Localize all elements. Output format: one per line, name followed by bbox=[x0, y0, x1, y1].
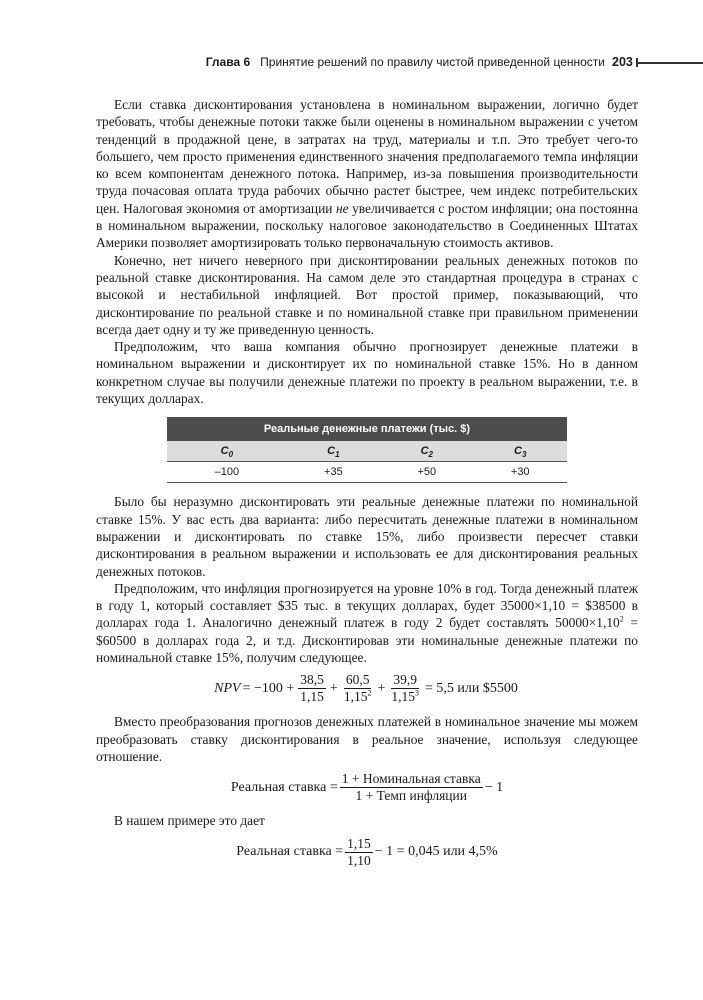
table-cell-c0: –100 bbox=[167, 462, 287, 483]
paragraph-5-text-b: = $60500 в долларах года 2, и т.д. Дисконтировав эти номинальные денежные платежи по номинальной ставке 15%, получим следующее. bbox=[96, 615, 638, 666]
chapter-label: Глава 6 bbox=[205, 55, 251, 69]
real-rate-lhs: Реальная ставка = bbox=[230, 780, 338, 796]
table-header-row bbox=[167, 441, 567, 462]
npv-symbol: NPV bbox=[214, 681, 241, 697]
npv-term-1 bbox=[298, 672, 326, 705]
real-rate-example-formula bbox=[96, 836, 638, 869]
paragraph-6: Вместо преобразования прогнозов денежных платежей в номинальное значение мы можем преобразовать ставку дисконтирования в реальное значение, используя следующее отношение. bbox=[96, 714, 638, 764]
table-cell-c2: +50 bbox=[380, 462, 473, 483]
header-rule bbox=[636, 62, 703, 64]
npv-formula bbox=[96, 672, 638, 705]
npv-term-2 bbox=[342, 672, 374, 705]
npv-term-2-numerator: 60,5 bbox=[345, 672, 370, 688]
example-fraction bbox=[345, 836, 373, 869]
real-cash-flows-table bbox=[167, 417, 567, 483]
paragraph-1-emphasis: не bbox=[335, 200, 349, 216]
chapter-title: Принятие решений по правилу чистой приведенной ценности bbox=[260, 55, 605, 69]
table-title: Реальные денежные платежи (тыс. $) bbox=[167, 417, 567, 441]
example-lhs: Реальная ставка = bbox=[236, 844, 344, 860]
paragraph-7: В нашем примере это дает bbox=[114, 813, 265, 829]
table-header-c0: $C_0$ bbox=[167, 441, 287, 462]
table-cell-c1: +35 bbox=[287, 462, 380, 483]
npv-initial: = −100 + bbox=[242, 681, 295, 697]
paragraph-5 bbox=[96, 580, 638, 666]
chapter-heading bbox=[206, 55, 605, 69]
table-cell-c3: +30 bbox=[473, 462, 567, 483]
page-body bbox=[96, 96, 638, 877]
paragraph-5-text-a: Предположим, что инфляция прогнозируется на уровне 10% в год. Тогда денежный платеж в году 1, который составляет $35 тыс. в текущих долларах, будет 35000×1,10 = $38500 в долларах года 1. Аналогично денежный платеж в году 2 будет составлять 50000×1,10 bbox=[96, 580, 638, 631]
real-rate-tail: − 1 bbox=[484, 780, 504, 796]
paragraph-5-superscript: 2 bbox=[619, 614, 624, 624]
npv-term-3-numerator: 39,9 bbox=[393, 672, 417, 688]
npv-term-1-denominator: 1,15 bbox=[300, 689, 324, 705]
npv-term-1-numerator: 38,5 bbox=[300, 672, 324, 688]
paragraph-2: Конечно, нет ничего неверного при дисконтировании реальных денежных потоков по реальной ставке дисконтирования. На самом деле это стандартная процедура в странах с высокой и нестабильной инфляцией. Вот простой пример, показывающий, что дисконтирование по реальной ставке и по номинальной ставке при правильном применении всегда дает одну и ту же приведенную ценность. bbox=[96, 252, 638, 337]
example-tail: − 1 = 0,045 или 4,5% bbox=[374, 844, 498, 860]
real-rate-numerator: 1 + Номинальная ставка bbox=[341, 771, 481, 787]
example-denominator: 1,10 bbox=[347, 852, 371, 868]
real-rate-fraction bbox=[340, 771, 483, 804]
running-header bbox=[0, 55, 703, 75]
npv-term-3 bbox=[389, 672, 421, 705]
paragraph-1 bbox=[96, 96, 638, 252]
example-numerator: 1,15 bbox=[347, 835, 371, 851]
npv-term-3-denominator: 1,15$^3$ bbox=[391, 688, 419, 705]
plus-sign: + bbox=[377, 681, 386, 697]
paragraph-1-text-b: увеличивается с ростом инфляции; она постоянна в номинальном выражении, поскольку налоговое законодательство в Соединенных Штатах Америки позволяет амортизировать только первоначальную стоимость активов. bbox=[96, 200, 638, 251]
table-row bbox=[167, 462, 567, 483]
plus-sign: + bbox=[329, 681, 338, 697]
table-header-c2: $C_2$ bbox=[380, 441, 473, 462]
paragraph-3: Предположим, что ваша компания обычно прогнозирует денежные платежи в номинальном выражении и дисконтирует их по номинальной ставке 15%. Но в данном конкретном случае вы получили денежные платежи по проекту в реальном выражении, т.е. в текущих долларах. bbox=[96, 339, 638, 407]
npv-term-2-denominator: 1,15$^2$ bbox=[343, 688, 372, 705]
paragraph-4: Было бы неразумно дисконтировать эти реальные денежные платежи по номинальной ставке 15%. У вас есть два варианта: либо пересчитать денежные платежи в номинальном выражении и дисконтировать по ставке 15%, либо произвести пересчет ставки дисконтирования в реальном выражении и использовать ее для дисконтирования реальных денежных потоков. bbox=[96, 494, 638, 579]
paragraph-1-text-a: Если ставка дисконтирования установлена в номинальном выражении, логично будет требовать, чтобы денежные потоки также были оценены в номинальном выражении с учетом тенденций в продажной цене, в затратах на труд, материалы и т.п. Это требует чего-то большего, чем просто применения единственного значения предполагаемого темпа инфляции ко всем компонентам денежного потока. Например, из-за повышения производительности труда почасовая оплата труда рабочих обычно растет быстрее, чем индекс потребительских цен. Налоговая экономия от амортизации bbox=[96, 97, 638, 216]
real-rate-denominator: 1 + Темп инфляции bbox=[355, 788, 467, 804]
table-header-c3: $C_3$ bbox=[473, 441, 567, 462]
page-number: 203 bbox=[612, 55, 633, 69]
real-rate-formula bbox=[96, 771, 638, 804]
table-header-c1: $C_1$ bbox=[287, 441, 380, 462]
npv-result: = 5,5 или $5500 bbox=[424, 681, 518, 697]
